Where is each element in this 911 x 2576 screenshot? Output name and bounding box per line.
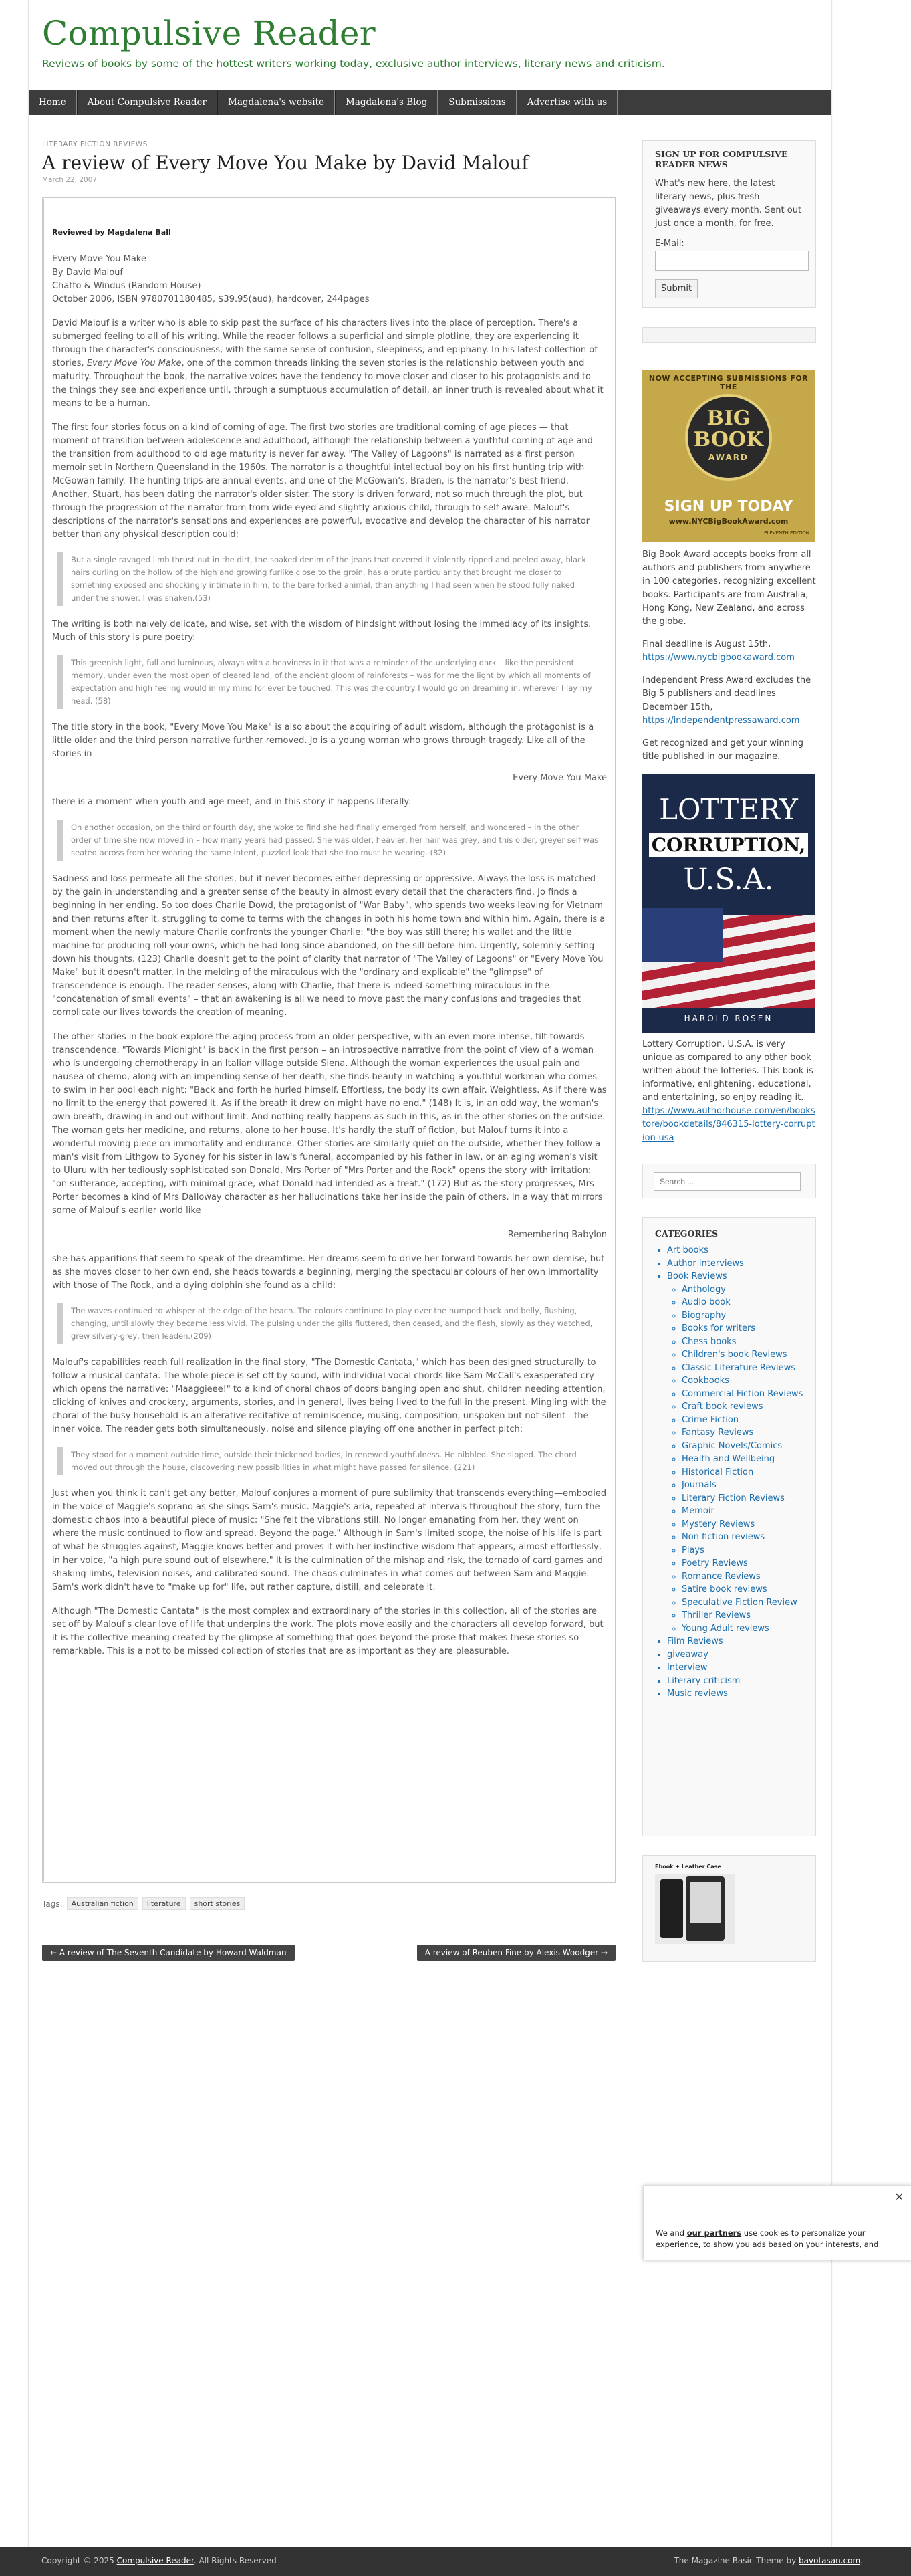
paragraph: there is a moment when youth and age meet, and in this story it happens literally: [52,797,412,807]
copyright-suffix: . All Rights Reserved [193,2556,277,2565]
subcategory-item[interactable]: ◦ Cookbooks [682,1374,803,1388]
page-wrapper [28,0,832,2547]
subcategory-item[interactable]: ◦ Thriller Reviews [682,1609,803,1622]
book-details: October 2006, ISBN 9780701180485, $39.95(aud), hardcover, 244pages [52,294,370,304]
subcategory-item[interactable]: ◦ Classic Literature Reviews [682,1362,803,1375]
subcategory-item[interactable]: ◦ Memoir [682,1505,803,1518]
subcategory-item[interactable]: ◦ Mystery Reviews [682,1518,803,1531]
article-body [42,197,616,1883]
cookie-banner [643,2185,911,2260]
search-input[interactable] [654,1172,801,1191]
paragraph: she has apparitions that seem to speak of the dreamtime. Her dreams seem to drive her forward towards her own demise, but as she moves closer to her own end, she heads towards a beginning, merging the spectacular colours of her own immortality with those of The Rock, and a dying dolphin she found as a child: [52,1254,605,1291]
post-tags [42,1897,245,1910]
ereader-screen [690,1882,721,1923]
tag-link[interactable]: literature [142,1897,186,1910]
ad-top-text: NOW ACCEPTING SUBMISSIONS FOR THE [648,374,809,391]
lottery-link[interactable]: https://www.authorhouse.com/en/bookstore/bookdetails/846315-lottery-corruption-usa [642,1106,815,1143]
site-tagline: Reviews of books by some of the hottest writers working today, exclusive author interviews, literary news and criticism. [42,58,665,70]
post-category[interactable]: LITERARY FICTION REVIEWS [42,140,148,148]
category-item[interactable]: • Interview [667,1661,803,1675]
book-author: By David Malouf [52,267,123,278]
category-item[interactable]: • Book Reviews [667,1270,803,1283]
subcategory-item[interactable]: ◦ Young Adult reviews [682,1622,803,1636]
subcategory-item[interactable]: ◦ Audio book [682,1296,803,1309]
sidebar [642,140,816,1962]
newsletter-title: SIGN UP FOR COMPULSIVE READER NEWS [655,149,788,169]
ebook-ad-caption: Ebook + Leather Case [655,1864,721,1870]
copyright [41,2556,277,2565]
award-description: Big Book Award accepts books from all authors and publishers from anywhere in 100 categories, recognizing excellent books. Participants are from Australia, Hong Kong, New Zealand, and across the globe. [642,550,816,627]
paragraph: Although "The Domestic Cantata" is the most complex and extraordinary of the stories in this collection, all of the stories are set off by Malouf's clear love of life that underpins the work. The plots move easily and the characters all develop forward, but it is the collective meaning created by the glimpse at something that goes beyond the prose that makes these stories so remarkable. This is a not to be missed collection of stories that are as important as they are pleasurable. [52,1606,604,1656]
paragraph [52,317,607,411]
tags-label: Tags: [42,1899,63,1909]
subcategory-item[interactable]: ◦ Satire book reviews [682,1583,803,1596]
email-label: E-Mail: [655,239,684,249]
subcategory-item[interactable]: ◦ Craft book reviews [682,1400,803,1414]
ad-title-line2: CORRUPTION, [649,833,808,857]
ad-author: HAROLD ROSEN [684,1014,773,1023]
paragraph: Sadness and loss permeate all the stories, but it never becomes either depressing or oppressive. Always the loss is matched by the gain in understanding and a greater sense of the beauty in almost every detail that the characters find. Jo finds a beginning in her ending. So too does Charlie Dowd, the protagonist of "War Baby", who spends two weeks leaving for Vietnam and then returns after it, struggling to come to terms with the changes in both his home town and within him. Again, there is a moment when the newly mature Charlie confronts the younger Charlie: "the boy was still there; his wallet and the little machine for producing roll-your-owns, which he had long since abandoned, on the sill before him. Urgently, solemnly setting down his thoughts. (123) Charlie doesn't get to the point of clarity that narrator of "The Valley of Lagoons" or "Every Move You Make" but it doesn't matter. In the melding of the miraculous with the "ordinary and explicable" the "glimpse" of transcendence is enough. The reader senses, along with Charlie, that there is indeed something miraculous in the "concatenation of small events" – that an awakening is all we need to move past the many confusions and tragedies that complicate our lives towards the creation of meaning. [52,874,606,1018]
cookie-text-post: use cookies to personalize your experience, to show you ads based on your interests, and [656,2228,879,2249]
leather-case-icon [660,1879,683,1938]
inline-signature: – Every Move You Make [505,773,607,783]
subcategory-item[interactable]: ◦ Biography [682,1309,803,1323]
paragraph-text: David Malouf is a writer who is able to skip past the surface of his characters lives into the place of perception. There's a submerged feeling to all of his writing. While the reader follows a superficial and simple plotline, they are experiencing it through the character's consciousness, with the same sense of confusion, sleepiness, and epiphany. In his latest collection of stories, [52,318,598,368]
big-book-award-ad[interactable] [642,370,815,542]
ereader-icon [686,1876,725,1941]
inline-signature: – Remembering Babylon [501,1230,607,1240]
theme-credit [674,2556,863,2565]
subcategory-item[interactable]: ◦ Non fiction reviews [682,1531,803,1544]
category-item[interactable]: • Literary criticism [667,1675,803,1688]
ad-edition: ELEVENTH EDITION [764,530,809,536]
nav-about[interactable]: About Compulsive Reader [77,90,217,115]
main-content [42,140,617,1957]
ad-title-line3: U.S.A. [683,863,774,897]
ebook-ad-widget [642,1855,816,1962]
award-seal-icon [685,394,772,481]
nav-submissions[interactable]: Submissions [438,90,517,115]
subcategory-item[interactable]: ◦ Fantasy Reviews [682,1426,803,1440]
nav-home[interactable]: Home [29,90,77,115]
award-deadline [642,638,816,665]
category-item[interactable]: • Film Reviews [667,1635,803,1648]
subcategory-item[interactable]: ◦ Books for writers [682,1322,803,1335]
paragraph: Malouf's capabilities reach full realization in the final story, "The Domestic Cantata," which has been designed structurally to follow a musical cantata. The whole piece is set off by sound, with individual vocal chords like Sam McCall's exasperated cry which opens the narrative: "Maaggieee!" to a kind of choral chaos of doors banging open and shut, children needing attention, clicking of knives and crockery, arguments, stories, and in general, lives being lived to the full in the present. Mingling with the choral of the busy household is an alterative recitative of reminiscence, musing, composition, unspoken but not silent—the inner voice. The reader gets both simultaneously, noise and silence playing off one another in perfect pitch: [52,1358,606,1434]
credit-text: The Magazine Basic Theme by [674,2556,799,2565]
ad-cta: SIGN UP TODAY [664,498,793,515]
subcategory-item[interactable]: ◦ Historical Fiction [682,1466,803,1479]
categories-title: CATEGORIES [655,1228,719,1239]
book-info [52,253,607,306]
nav-magdalena-website[interactable]: Magdalena's website [217,90,335,115]
partners-link[interactable]: our partners [686,2228,742,2238]
paragraph: Just when you think it can't get any better, Malouf conjures a moment of pure sublimity that transcends everything—embodied in the voice of Maggie's soprano as she sings Sam's music. Maggie's aria, repeated at intervals throughout the story, turn the domestic chaos into a beautiful piece of music: "She felt the vibrations still. No longer emanating from her, they went on where the music continued to flow and spread. Beyond the page." Although in Sam's limited scope, the noise of his life is part of what he struggles against, Maggie knows better and proves it with her instinctive wisdom that appears, almost effortlessly, in her voice, "a high pure sound out of elsewhere." It is the culmination of the mishap and risk, the tornado of card games and shaking limbs, television noises, and calibrated sound. The chaos culminates in what comes out between Sam and Maggie. Sam's work didn't have to "make up for" life, but rather capture, distill, and celebrate it. [52,1489,607,1592]
newsletter-widget [642,140,816,308]
next-post-button[interactable]: A review of Reuben Fine by Alexis Woodger → [417,1945,616,1961]
book-title-emphasis: Every Move You Make [86,358,182,368]
subcategory-item[interactable]: ◦ Literary Fiction Reviews [682,1492,803,1505]
book-title: Every Move You Make [52,254,146,264]
blockquote: This greenish light, full and luminous, always with a heaviness in it that was a reminder of the underlying dark – like the persistent memory, under even the most open of cleared land, of the ancient gloom of rainforests – was for me the light by which all moments of expectation and high feeling would in my mind for ever be touched. This was the country I would go on dreaming in, wherever I lay my head. (58) [57,655,607,709]
award-link[interactable]: https://www.nycbigbookaward.com [642,653,795,663]
categories-widget [642,1217,816,1836]
paragraph: The title story in the book, "Every Move You Make" is also about the acquiring of adult wisdom, although the protagonist is a little older and the third person narrative further removed. Jo is a young woman who grows through tragedy. Like all of the stories in [52,722,594,759]
credit-suffix: . [860,2556,863,2565]
category-item[interactable]: • Music reviews [667,1687,803,1701]
post-date: March 22, 2007 [42,176,98,184]
cookie-text-pre: We and [656,2228,687,2238]
empty-widget [642,327,816,343]
subcategory-item[interactable]: ◦ Chess books [682,1335,803,1349]
blockquote: But a single ravaged limb thrust out in the dirt, the soaked denim of the jeans that covered it violently ripped and peeled away, black hairs curling on the hollow of the high and growing furlike close to the groin, has a brute particularity that brought me closer to something exposed and shockingly intimate in him, to the bare forked animal, than anything I had seen when he stood fully naked under the shower. I was shaken.(53) [57,552,607,606]
blockquote: The waves continued to whisper at the edge of the beach. The colours continued to play over the humped back and belly, flushing, changing, until slowly they became less vivid. The pulsing under the gills fluttered, then ceased, and the flesh, slowly as they watched, grew silvery-grey, then leaden.(209) [57,1303,607,1344]
category-item[interactable]: • giveaway [667,1648,803,1662]
subcategory-item[interactable]: ◦ Crime Fiction [682,1414,803,1427]
independent-press-description: Independent Press Award excludes the Big 5 publishers and deadlines December 15th, [642,675,811,712]
email-field[interactable] [655,251,809,271]
nav-magdalena-blog[interactable]: Magdalena's Blog [335,90,438,115]
subcategory-item[interactable]: ◦ Children's book Reviews [682,1348,803,1362]
close-icon[interactable]: ✕ [894,2191,904,2204]
subcategory-item[interactable]: ◦ Romance Reviews [682,1570,803,1584]
subcategory-item[interactable]: ◦ Journals [682,1479,803,1492]
flag-canton [642,908,723,962]
subcategory-item[interactable]: ◦ Plays [682,1544,803,1558]
newsletter-text: What's new here, the latest literary news, plus fresh giveaways every month. Sent out just once a month, for free. [655,179,802,229]
categories-list [655,1244,803,1701]
ebook-device-image[interactable] [655,1874,735,1944]
subcategory-item[interactable]: ◦ Commercial Fiction Reviews [682,1388,803,1401]
paragraph: The other stories in the book explore the aging process from an older perspective, with an even more intense, tilt towards transcendence. "Towards Midnight" is back in the first person – an introspective narrative from the point of view of a woman who is undergoing chemotherapy in an Italian village outside Siena. Although the woman experiences the usual pain and nausea of chemo, along with an impending sense of her death, she finds beauty in watching a youthful workman who comes to swim in her pool each night: "Back and forth he hurled himself. Effortless, the body its own affair. Weightless. As if there was no limit to the energy that powered it. As if the breath it drew on might have no end." (148) It is, in an odd way, the woman's own breath, drawing in and out without limit. And nothing really happens as such in this, as in the other stories on the outside. The woman gets her medicine, and returns, alone to her house. It's hardly the stuff of fiction, but Malouf turns it into a wonderful moving piece on immortality and endurance. Other stories are similarly quiet on the outside, whether they follow a man's visit from Lithgow to Sydney for his sister in law's funeral, accompanied by his father in law, or an aging woman's visit to Uluru with her tediously sophisticated son Donald. Mrs Porter of "Mrs Porter and the Rock" opens the story with irritation: "on sufferance, accepting, with minimal grace, what Donald had intended as a treat." (172) But as the story progresses, Mrs Porter becomes a kind of Mrs Dalloway character as her hallucinations take her inside the pain of others. In a way that mirrors some of Malouf's earlier world like [52,1032,607,1216]
seal-award-text: AWARD [708,453,749,462]
seal-big-text: BIG [706,407,751,430]
ad-url: www.NYCBigBookAward.com [668,517,789,526]
main-nav [29,90,831,115]
theme-credit-link[interactable]: bavotasan.com [799,2556,861,2565]
subcategory-item[interactable]: ◦ Graphic Novels/Comics [682,1440,803,1453]
independent-press-text [642,674,816,728]
post-title: A review of Every Move You Make by David Malouf [42,152,529,174]
subcategory-item[interactable]: ◦ Anthology [682,1283,803,1297]
search-widget [642,1164,816,1198]
blockquote: On another occasion, on the third or fourth day, she woke to find she had finally emerged from herself, and wondered – in the other order of time she now moved in – how many years had passed. She was older, heavier, her hair was grey, and this older, greyer self was seated across from her wearing the same intent, puzzled look that she too must be wearing. (82) [57,820,607,861]
paragraph: The writing is both naively delicate, and wise, set with the wisdom of hindsight without losing the immediacy of its insights. Much of this story is pure poetry: [52,619,592,643]
copyright-text: Copyright © 2025 [41,2556,117,2565]
tag-link[interactable]: Australian fiction [67,1897,138,1910]
category-item[interactable]: • Art books [667,1244,803,1257]
paragraph: The first four stories focus on a kind of coming of age. The first two stories are traditional coming of age pieces — that moment of transition between adolescence and adulthood, although the relationship between a youthful coming of age and the transition from adulthood to old age maturity is never far away. "The Valley of Lagoons" is narrated as a first person memoir set in Northern Queensland in the 1960s. The narrator is a thoughtful intellectual boy on his first hunting trip with McGowan family. The hunting trips are annual events, and one of the McGowan's, Braden, is the narrator's best friend. Another, Stuart, has been dating the narrator's older sister. The story is driven forward, not so much through the plot, but through the progression of the narrator from from wide eyed and slightly anxious child, through to self aware. Malouf's descriptions of the narrator's sensations and experiences are powerful, evocative and develop the character of his narrator better than any physical description could: [52,423,593,540]
subcategory-item[interactable]: ◦ Poetry Reviews [682,1557,803,1570]
submit-button[interactable]: Submit [655,279,698,298]
independent-press-link[interactable]: https://independentpressaward.com [642,716,800,726]
byline: Reviewed by Magdalena Ball [52,228,171,237]
tag-link[interactable]: short stories [190,1897,245,1910]
paragraph-text: , one of the common threads linking the seven stories is the relationship between youth and maturity. Throughout the book, the narrative voices have the tendency to move closer and closer to his protagonists and to the things they see and experience until, through a sumptuous accumulation of detail, an inner truth is revealed about what it means to be a human. [52,358,604,409]
site-title[interactable]: Compulsive Reader [42,14,376,53]
cookie-text [656,2228,903,2250]
subcategory-item[interactable]: ◦ Health and Wellbeing [682,1453,803,1466]
subcategory-list [667,1283,803,1636]
category-item[interactable]: • Author interviews [667,1257,803,1271]
footer-site-link[interactable]: Compulsive Reader [116,2556,194,2565]
ad-title-line1: LOTTERY [659,793,798,826]
seal-book-text: BOOK [693,428,764,451]
previous-post-button[interactable]: ← A review of The Seventh Candidate by Howard Waldman [42,1945,295,1961]
get-recognized-text: Get recognized and get your winning title published in our magazine. [642,738,804,762]
book-publisher: Chatto & Windus (Random House) [52,281,201,291]
lottery-book-ad[interactable] [642,774,815,1033]
site-footer [0,2547,911,2576]
subcategory-item[interactable]: ◦ Speculative Fiction Review [682,1596,803,1610]
blockquote: They stood for a moment outside time, outside their thickened bodies, in renewed youthfulness. He nibbled. She sipped. The chord moved out through the house, discovering new possibilities in what might have passed for silence. (221) [57,1447,607,1475]
lottery-description: Lottery Corruption, U.S.A. is very unique as compared to any other book written about the lotteries. This book is informative, enlightening, educational, and entertaining, so enjoy reading it. [642,1039,813,1103]
nav-advertise[interactable]: Advertise with us [517,90,618,115]
deadline-text: Final deadline is August 15th, [642,639,771,649]
